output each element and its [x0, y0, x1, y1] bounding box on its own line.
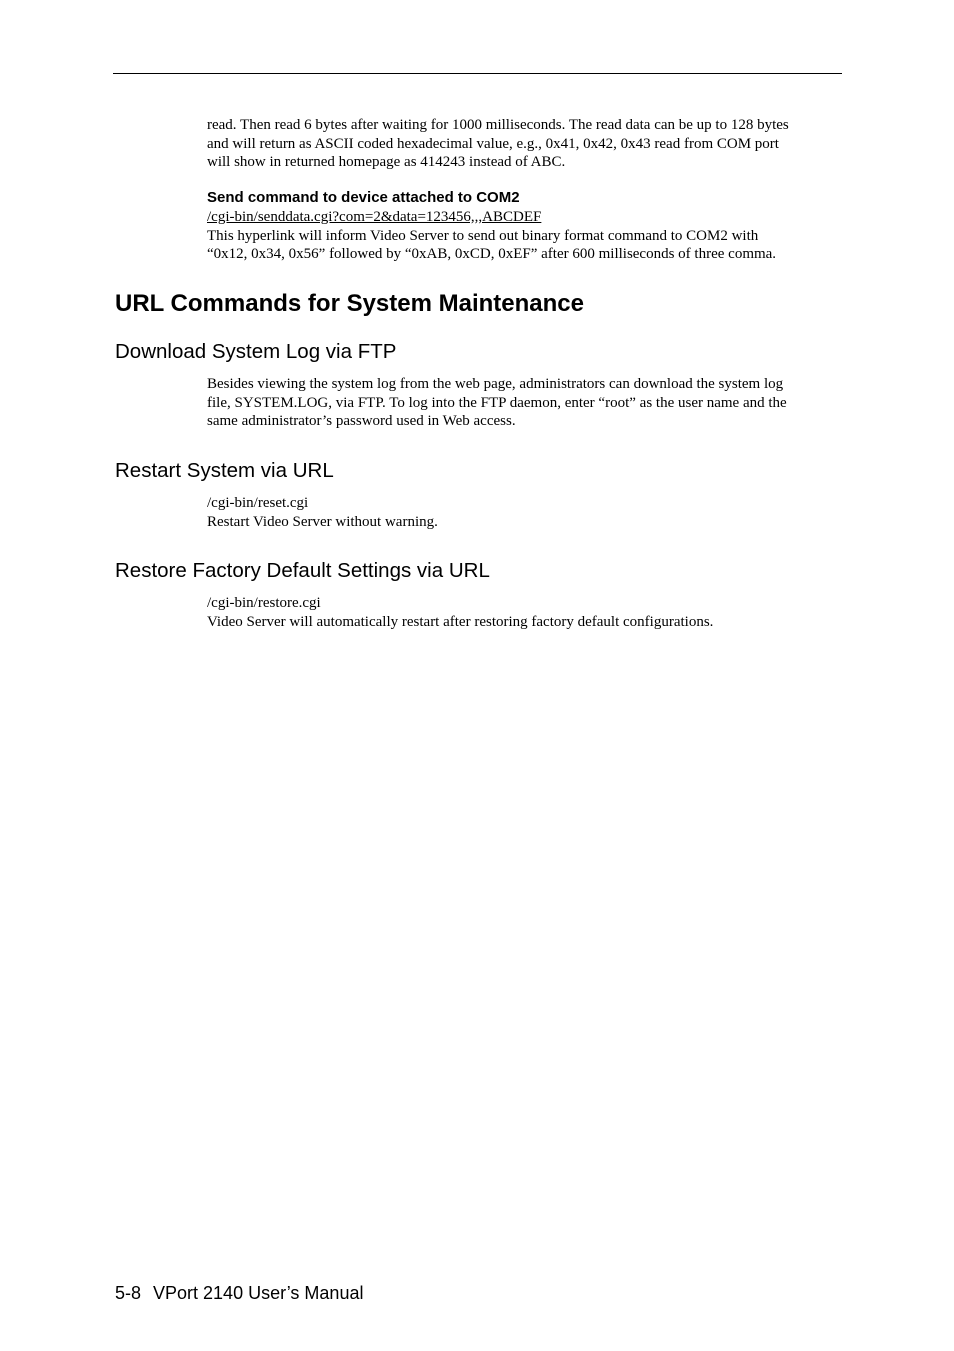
- com2-heading: Send command to device attached to COM2: [207, 189, 520, 206]
- restart-paragraph: [207, 494, 837, 531]
- download-log-line: same administrator’s password used in Web access.: [207, 413, 516, 429]
- restore-description: Video Server will automatically restart after restoring factory default configurations.: [207, 613, 714, 630]
- download-log-line: Besides viewing the system log from the web page, administrators can download the system log: [207, 376, 784, 392]
- intro-line: will show in returned homepage as 414243 instead of ABC.: [207, 154, 566, 170]
- restore-paragraph: [207, 594, 837, 631]
- download-log-line: file, SYSTEM.LOG, via FTP. To log into the FTP daemon, enter “root” as the user name and the: [207, 394, 787, 411]
- section-title: URL Commands for System Maintenance: [115, 290, 584, 317]
- manual-title: VPort 2140 User’s Manual: [153, 1283, 364, 1303]
- com2-line: This hyperlink will inform Video Server to send out binary format command to COM2 with: [207, 227, 759, 244]
- intro-paragraph: [207, 116, 837, 172]
- restart-description: Restart Video Server without warning.: [207, 513, 438, 530]
- restore-path: /cgi-bin/restore.cgi: [207, 595, 321, 611]
- restore-heading: Restore Factory Default Settings via URL: [115, 559, 490, 582]
- page-number: 5-8: [115, 1283, 142, 1303]
- com2-paragraph: [207, 208, 837, 264]
- com2-line: “0x12, 0x34, 0x56” followed by “0xAB, 0xCD, 0xEF” after 600 milliseconds of three comma.: [207, 246, 777, 262]
- header-rule: [113, 73, 842, 74]
- restart-path: /cgi-bin/reset.cgi: [207, 495, 309, 511]
- intro-line: and will return as ASCII coded hexadecimal value, e.g., 0x41, 0x42, 0x43 read from COM port: [207, 135, 779, 152]
- restart-heading: Restart System via URL: [115, 459, 334, 482]
- download-log-heading: Download System Log via FTP: [115, 340, 397, 363]
- download-log-paragraph: [207, 375, 837, 431]
- intro-line: read. Then read 6 bytes after waiting for 1000 milliseconds. The read data can be up to 128 bytes: [207, 117, 789, 133]
- page-footer: [115, 1282, 363, 1304]
- senddata-link[interactable]: /cgi-bin/senddata.cgi?com=2&data=123456,,,ABCDEF: [207, 209, 542, 225]
